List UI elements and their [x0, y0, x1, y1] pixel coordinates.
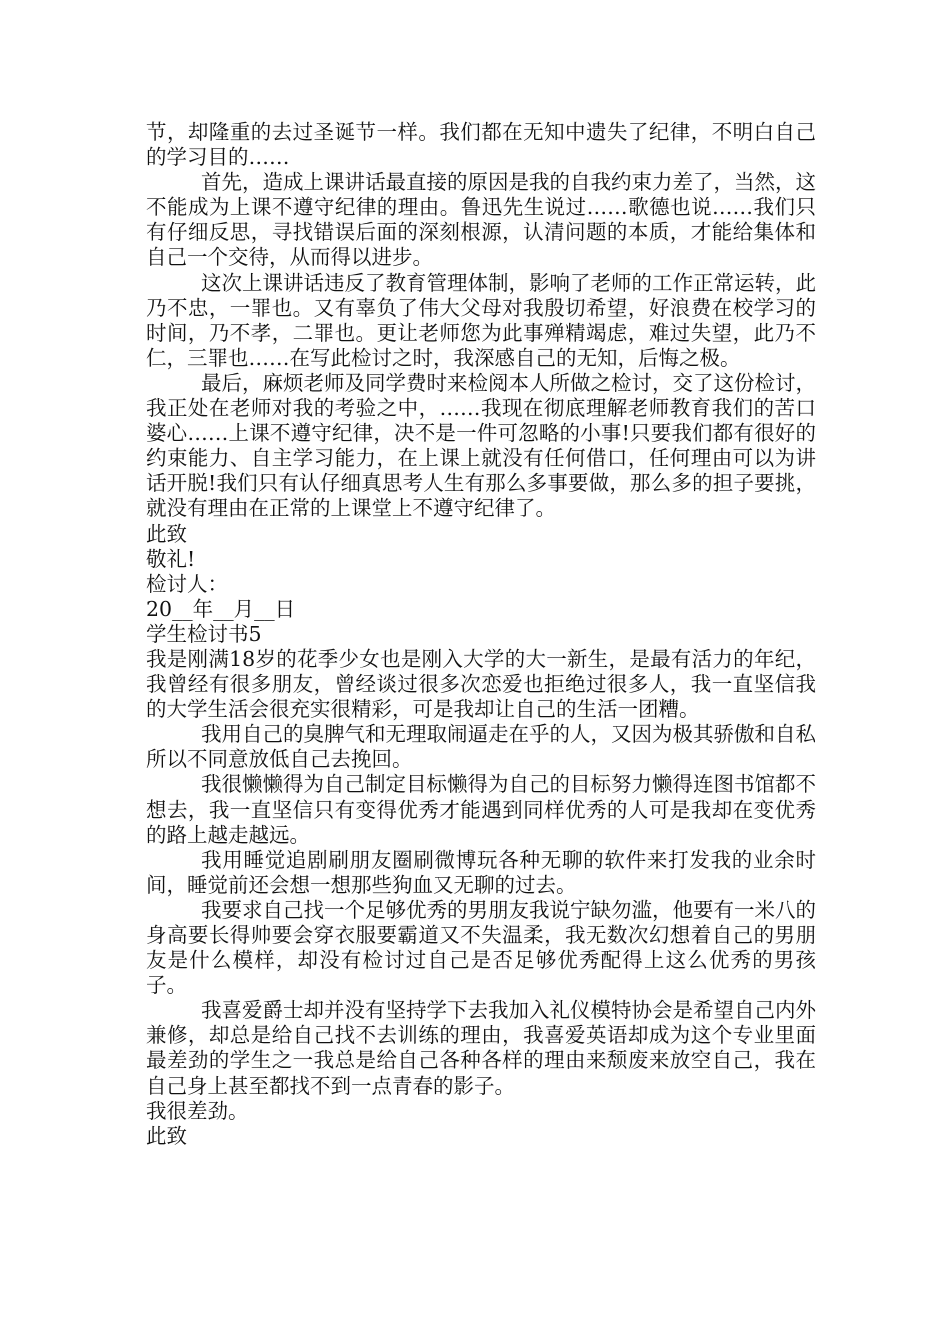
section-heading: 学生检讨书5 — [146, 621, 262, 646]
paragraph-first-cause: 首先，造成上课讲话最直接的原因是我的自我约束力差了，当然，这不能成为上课不遵守纪律的理由。鲁迅先生说过……歌德也说……我们只有仔细反思，寻找错误后面的深刻根源，认清问题的本质，才能给集体和自己一个交待，从而得以进步。 — [146, 170, 816, 270]
paragraph-finally: 最后，麻烦老师及同学费时来检阅本人所做之检讨，交了这份检讨，我正处在老师对我的考验之中，……我现在彻底理解老师教育我们的苦口婆心……上课不遵守纪律，决不是一件可忽略的小事!只要我们都有很好的约束能力、自主学习能力，在上课上就没有任何借口，任何理由可以为讲话开脱!我们只有认仔细真思考人生有那么多事要做，那么多的担子要挑，就没有理由在正常的上课堂上不遵守纪律了。 — [146, 370, 816, 521]
paragraph-hobbies: 我喜爱爵士却并没有坚持学下去我加入礼仪模特协会是希望自己内外兼修，却总是给自己找不去训练的理由，我喜爱英语却成为这个专业里面最差劲的学生之一我总是给自己各种各样的理由来颓废来放空自己，我在自己身上甚至都找不到一点青春的影子。 — [146, 998, 816, 1098]
signature-line: 检讨人： — [146, 571, 228, 596]
paragraph-free-time: 我用睡觉追剧刷朋友圈刷微博玩各种无聊的软件来打发我的业余时间，睡觉前还会想一想那些狗血又无聊的过去。 — [146, 847, 816, 897]
paragraph-self-intro: 我是刚满18岁的花季少女也是刚入大学的大一新生，是最有活力的年纪，我曾经有很多朋友，曾经谈过很多次恋爱也拒绝过很多人，我一直坚信我的大学生活会很充实很精彩，可是我却让自己的生活一团糟。 — [146, 646, 816, 722]
paragraph-three-faults: 这次上课讲话违反了教育管理体制，影响了老师的工作正常运转，此乃不忠，一罪也。又有辜负了伟大父母对我殷切希望，好浪费在校学习的时间，乃不孝，二罪也。更让老师您为此事殚精竭虑，难过失望，此乃不仁，三罪也……在写此检讨之时，我深感自己的无知，后悔之极。 — [146, 270, 816, 370]
date-line: 20__年__月__日 — [146, 596, 296, 621]
closing-salutation: 此致 — [146, 521, 187, 546]
paragraph-boyfriend: 我要求自己找一个足够优秀的男朋友我说宁缺勿滥，他要有一米八的身高要长得帅要会穿衣服要霸道又不失温柔，我无数次幻想着自己的男朋友是什么模样，却没有检讨过自己是否足够优秀配得上这么优秀的男孩子。 — [146, 897, 816, 998]
paragraph-continuation: 节，却隆重的去过圣诞节一样。我们都在无知中遗失了纪律，不明白自己的学习目的…… — [146, 120, 816, 170]
closing-regards: 敬礼! — [146, 546, 196, 571]
closing-salutation-2: 此致 — [146, 1123, 187, 1148]
paragraph-laziness: 我很懒懒得为自己制定目标懒得为自己的目标努力懒得连图书馆都不想去，我一直坚信只有变得优秀才能遇到同样优秀的人可是我却在变优秀的路上越走越远。 — [146, 772, 816, 847]
closing-statement: 我很差劲。 — [146, 1098, 249, 1123]
paragraph-temper: 我用自己的臭脾气和无理取闹逼走在乎的人，又因为极其骄傲和自私所以不同意放低自己去挽回。 — [146, 722, 816, 772]
document-body — [146, 120, 816, 1149]
